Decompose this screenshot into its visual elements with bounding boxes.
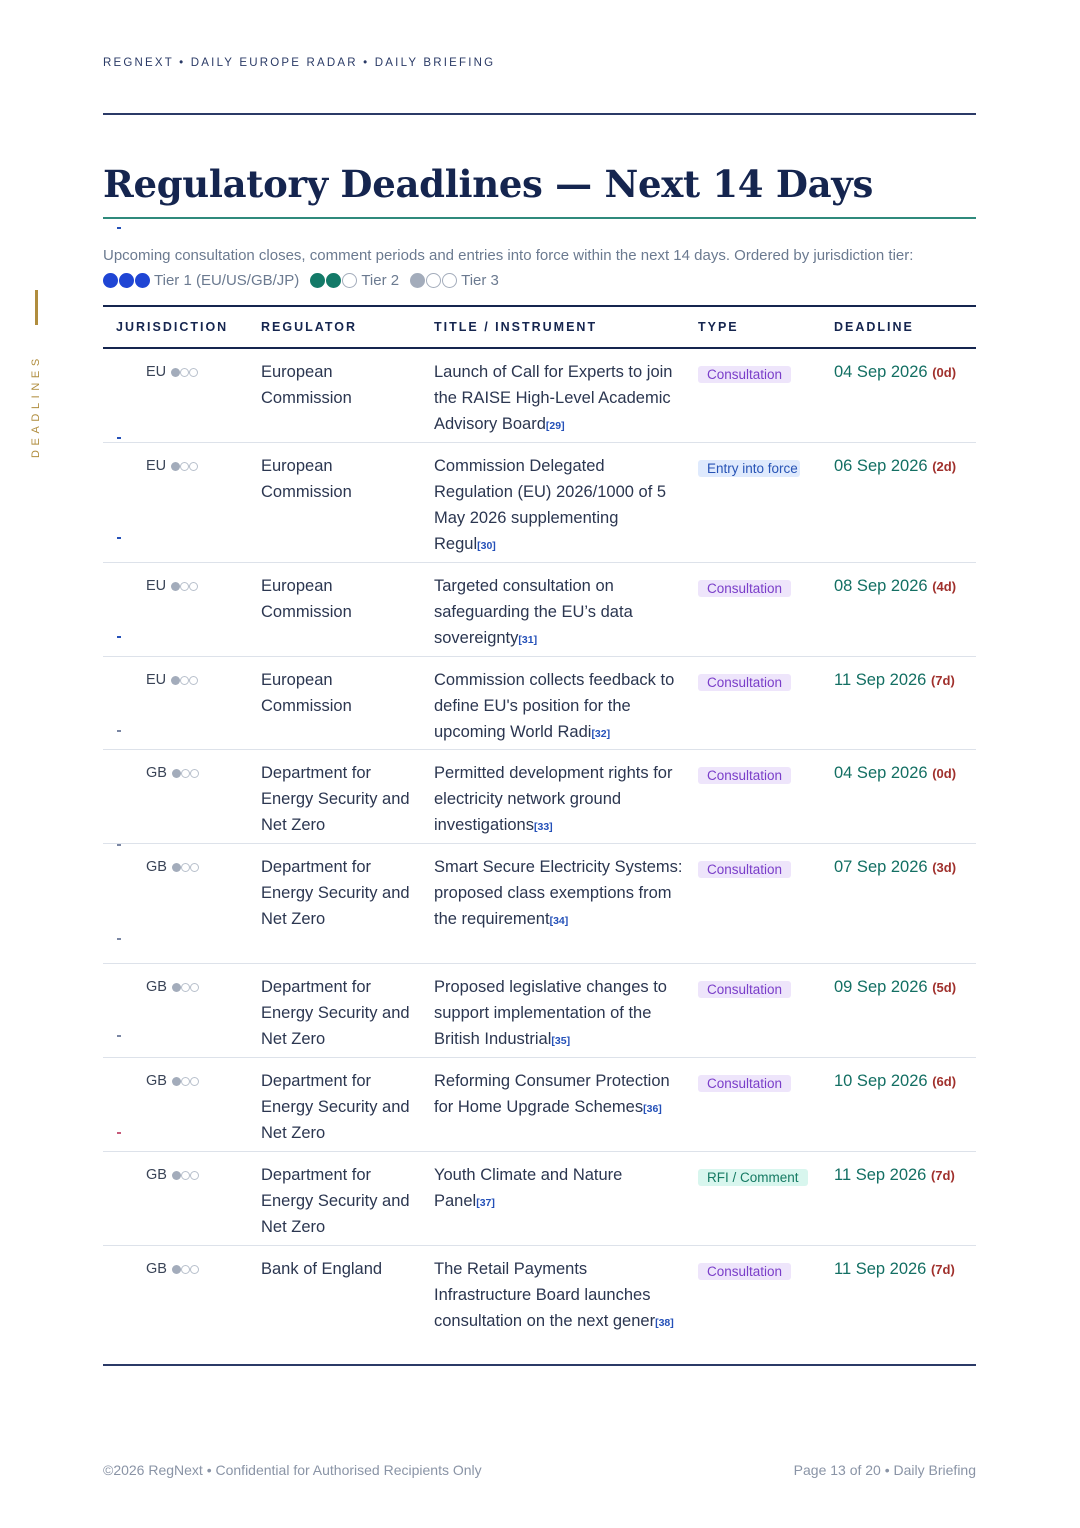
jurisdiction-cell [146, 1256, 199, 1282]
source-reference-link[interactable]: [29] [545, 420, 565, 432]
instrument-title: Smart Secure Electricity Systems: proposed class exemptions from the requirement [434, 858, 683, 928]
tier-indicator-icon [172, 1265, 199, 1274]
title-cell [434, 760, 684, 840]
col-header-regulator: REGULATOR [261, 320, 358, 334]
deadline-date: 11 Sep 2026 [834, 1166, 927, 1184]
tier-dot-icon [180, 462, 189, 471]
row-marker-icon [117, 227, 121, 229]
table-row [103, 750, 976, 844]
tier-legend [103, 268, 983, 293]
type-cell [698, 976, 818, 1003]
tier-indicator-icon [171, 676, 198, 685]
days-remaining: (6d) [932, 1074, 957, 1089]
footer-page-number: Page 13 of 20 • Daily Briefing [793, 1462, 976, 1478]
deadline-cell [834, 1162, 955, 1189]
days-remaining: (0d) [932, 365, 957, 380]
jurisdiction-cell [146, 1162, 199, 1188]
regulator-cell: European Commission [261, 457, 352, 501]
tier-dot-icon [181, 1171, 190, 1180]
row-marker-icon [117, 636, 121, 638]
row-marker-icon [117, 938, 121, 940]
tier-indicator-icon [171, 368, 198, 377]
jurisdiction-code: EU [146, 578, 167, 594]
header-divider [103, 113, 976, 115]
instrument-title: Youth Climate and Nature Panel [434, 1166, 623, 1210]
legend-tier-1 [103, 268, 299, 293]
tier-dot-icon [135, 273, 150, 288]
tier-dot-icon [181, 769, 190, 778]
table-header [103, 307, 976, 347]
tier-dot-icon [181, 1077, 190, 1086]
tier-dot-icon [326, 273, 341, 288]
jurisdiction-code: GB [146, 979, 167, 995]
deadline-date: 04 Sep 2026 [834, 363, 928, 381]
jurisdiction-cell [146, 760, 199, 786]
tier-indicator-icon [172, 1077, 199, 1086]
deadline-cell [834, 1256, 955, 1283]
col-header-title: TITLE / INSTRUMENT [434, 320, 598, 334]
deadline-date: 11 Sep 2026 [834, 671, 927, 689]
type-cell [698, 669, 818, 696]
deadline-cell [834, 359, 956, 386]
regulator-cell: Department for Energy Security and Net Zero [261, 1166, 410, 1236]
side-accent-bar [35, 290, 38, 325]
tier-dot-icon [410, 273, 425, 288]
table-row [103, 657, 976, 750]
table-row [103, 443, 976, 563]
side-section-label: DEADLINES [30, 354, 42, 458]
jurisdiction-code: GB [146, 765, 167, 781]
tier-dot-icon [189, 676, 198, 685]
instrument-title: Commission collects feedback to define EU's position for the upcoming World Radi [434, 671, 675, 741]
type-badge: Consultation [698, 981, 791, 998]
tier-dot-icon [181, 863, 190, 872]
source-reference-link[interactable]: [36] [643, 1103, 662, 1115]
deadline-date: 08 Sep 2026 [834, 577, 928, 595]
jurisdiction-code: GB [146, 1167, 167, 1183]
tier-indicator-icon [171, 582, 198, 591]
table-row [103, 1058, 976, 1152]
table-row [103, 563, 976, 657]
instrument-title: Proposed legislative changes to support implementation of the British Industrial [434, 978, 667, 1048]
tier-dot-icon [310, 273, 325, 288]
title-cell [434, 1162, 684, 1216]
title-cell [434, 453, 684, 559]
type-cell [698, 361, 818, 388]
type-cell [698, 762, 818, 789]
row-marker-icon [117, 437, 121, 439]
title-divider [103, 217, 976, 219]
jurisdiction-cell [146, 1068, 199, 1094]
table-row [103, 964, 976, 1058]
intro-sentence: Upcoming consultation closes, comment periods and entries into force within the next 14 days. Ordered by jurisdiction tier: [103, 247, 914, 264]
source-reference-link[interactable]: [30] [477, 540, 496, 552]
tier-dot-icon [171, 462, 180, 471]
regulator-cell: European Commission [261, 363, 352, 407]
tier-dot-icon [189, 582, 198, 591]
tier-dots-icon [310, 273, 358, 288]
jurisdiction-cell [146, 667, 198, 693]
table-row [103, 1152, 976, 1246]
source-reference-link[interactable]: [32] [591, 728, 611, 740]
intro-text [103, 243, 983, 293]
tier-dot-icon [426, 273, 441, 288]
deadline-date: 04 Sep 2026 [834, 764, 928, 782]
deadline-date: 06 Sep 2026 [834, 457, 928, 475]
regulator-cell: Department for Energy Security and Net Zero [261, 858, 410, 928]
title-cell [434, 854, 684, 934]
type-cell [698, 575, 818, 602]
tier-dot-icon [180, 582, 189, 591]
title-cell [434, 974, 684, 1054]
tier-dot-icon [119, 273, 134, 288]
days-remaining: (7d) [930, 1168, 955, 1183]
tier-indicator-icon [172, 769, 199, 778]
legend-label: Tier 3 [461, 272, 499, 289]
source-reference-link[interactable]: [37] [476, 1197, 495, 1209]
instrument-title: Launch of Call for Experts to join the RAISE High-Level Academic Advisory Board [434, 363, 673, 433]
tier-dot-icon [172, 1265, 181, 1274]
row-marker-icon [117, 1035, 121, 1037]
deadline-date: 10 Sep 2026 [834, 1072, 928, 1090]
tier-dot-icon [189, 368, 198, 377]
col-header-type: TYPE [698, 320, 739, 334]
tier-dots-icon [103, 273, 151, 288]
deadline-date: 11 Sep 2026 [834, 1260, 927, 1278]
tier-dot-icon [172, 983, 181, 992]
instrument-title: Commission Delegated Regulation (EU) 2026/1000 of 5 May 2026 supplementing Regul [434, 457, 667, 553]
jurisdiction-code: EU [146, 458, 167, 474]
title-cell [434, 573, 684, 653]
tier-indicator-icon [172, 863, 199, 872]
tier-dot-icon [190, 1171, 199, 1180]
tier-dot-icon [172, 769, 181, 778]
tier-dot-icon [172, 1171, 181, 1180]
tier-dot-icon [442, 273, 457, 288]
instrument-title: The Retail Payments Infrastructure Board launches consultation on the next gener [434, 1260, 656, 1330]
page-title: Regulatory Deadlines — Next 14 Days [103, 162, 874, 206]
tier-dot-icon [172, 1077, 181, 1086]
table-row [103, 844, 976, 964]
type-cell [698, 1258, 818, 1285]
tier-dot-icon [189, 462, 198, 471]
tier-dot-icon [171, 368, 180, 377]
jurisdiction-cell [146, 974, 199, 1000]
tier-dot-icon [190, 1265, 199, 1274]
deadline-cell [834, 453, 956, 480]
deadline-date: 09 Sep 2026 [834, 978, 928, 996]
type-badge: Entry into force [698, 460, 800, 477]
tier-dot-icon [180, 368, 189, 377]
jurisdiction-code: GB [146, 1073, 167, 1089]
col-header-deadline: DEADLINE [834, 320, 914, 334]
title-cell [434, 667, 684, 747]
instrument-title: Permitted development rights for electricity network ground investigations [434, 764, 673, 834]
title-cell [434, 1256, 684, 1336]
days-remaining: (7d) [930, 1262, 955, 1277]
days-remaining: (4d) [932, 579, 957, 594]
type-badge: RFI / Comment [698, 1169, 808, 1186]
type-cell [698, 455, 818, 482]
type-cell [698, 856, 818, 883]
footer-confidentiality: ©2026 RegNext • Confidential for Authorised Recipients Only [103, 1462, 482, 1478]
deadline-date: 07 Sep 2026 [834, 858, 928, 876]
jurisdiction-cell [146, 359, 198, 385]
type-badge: Consultation [698, 1263, 791, 1280]
tier-dot-icon [181, 983, 190, 992]
type-badge: Consultation [698, 674, 791, 691]
jurisdiction-cell [146, 854, 199, 880]
tier-dot-icon [190, 769, 199, 778]
legend-label: Tier 2 [361, 272, 400, 289]
source-reference-link[interactable]: [31] [518, 634, 538, 646]
type-badge: Consultation [698, 861, 791, 878]
tier-dot-icon [103, 273, 118, 288]
jurisdiction-code: GB [146, 1261, 167, 1277]
type-cell [698, 1070, 818, 1097]
days-remaining: (7d) [930, 673, 955, 688]
row-marker-icon [117, 1132, 121, 1134]
jurisdiction-code: EU [146, 364, 167, 380]
tier-dot-icon [180, 676, 189, 685]
source-reference-link[interactable]: [33] [533, 821, 553, 833]
regulator-cell: Department for Energy Security and Net Zero [261, 1072, 410, 1142]
tier-dot-icon [181, 1265, 190, 1274]
days-remaining: (2d) [932, 459, 957, 474]
tier-dot-icon [171, 582, 180, 591]
tier-indicator-icon [171, 462, 198, 471]
row-marker-icon [117, 537, 121, 539]
table-row [103, 1246, 976, 1366]
type-badge: Consultation [698, 366, 791, 383]
table-row [103, 349, 976, 443]
regulator-cell: Department for Energy Security and Net Zero [261, 764, 410, 834]
deadline-cell [834, 760, 956, 787]
deadline-cell [834, 854, 956, 881]
tier-dot-icon [172, 863, 181, 872]
jurisdiction-code: GB [146, 859, 167, 875]
deadline-cell [834, 1068, 956, 1095]
jurisdiction-cell [146, 453, 198, 479]
type-cell [698, 1164, 818, 1191]
regulator-cell: European Commission [261, 671, 352, 715]
jurisdiction-cell [146, 573, 198, 599]
days-remaining: (3d) [932, 860, 957, 875]
tier-dot-icon [190, 1077, 199, 1086]
days-remaining: (0d) [932, 766, 957, 781]
running-head: REGNEXT • DAILY EUROPE RADAR • DAILY BRIEFING [103, 57, 496, 69]
title-cell [434, 359, 684, 439]
deadline-cell [834, 974, 956, 1001]
tier-dot-icon [190, 863, 199, 872]
tier-dot-icon [342, 273, 357, 288]
jurisdiction-code: EU [146, 672, 167, 688]
tier-dots-icon [410, 273, 458, 288]
legend-tier-3 [410, 268, 499, 293]
col-header-jurisdiction: JURISDICTION [116, 320, 229, 334]
instrument-title: Targeted consultation on safeguarding the EU’s data sovereignty [434, 577, 633, 647]
tier-indicator-icon [172, 983, 199, 992]
days-remaining: (5d) [932, 980, 957, 995]
type-badge: Consultation [698, 767, 791, 784]
deadline-cell [834, 573, 956, 600]
type-badge: Consultation [698, 1075, 791, 1092]
legend-tier-2 [310, 268, 399, 293]
source-reference-link[interactable]: [34] [549, 915, 569, 927]
tier-dot-icon [190, 983, 199, 992]
tier-dot-icon [171, 676, 180, 685]
instrument-title: Reforming Consumer Protection for Home Upgrade Schemes [434, 1072, 670, 1116]
type-badge: Consultation [698, 580, 791, 597]
title-cell [434, 1068, 684, 1122]
regulator-cell: European Commission [261, 577, 352, 621]
regulator-cell: Department for Energy Security and Net Zero [261, 978, 410, 1048]
regulator-cell: Bank of England [261, 1260, 383, 1278]
legend-label: Tier 1 (EU/US/GB/JP) [154, 272, 300, 289]
source-reference-link[interactable]: [38] [655, 1317, 674, 1329]
tier-indicator-icon [172, 1171, 199, 1180]
deadline-cell [834, 667, 955, 694]
row-marker-icon [117, 730, 121, 732]
source-reference-link[interactable]: [35] [551, 1035, 571, 1047]
